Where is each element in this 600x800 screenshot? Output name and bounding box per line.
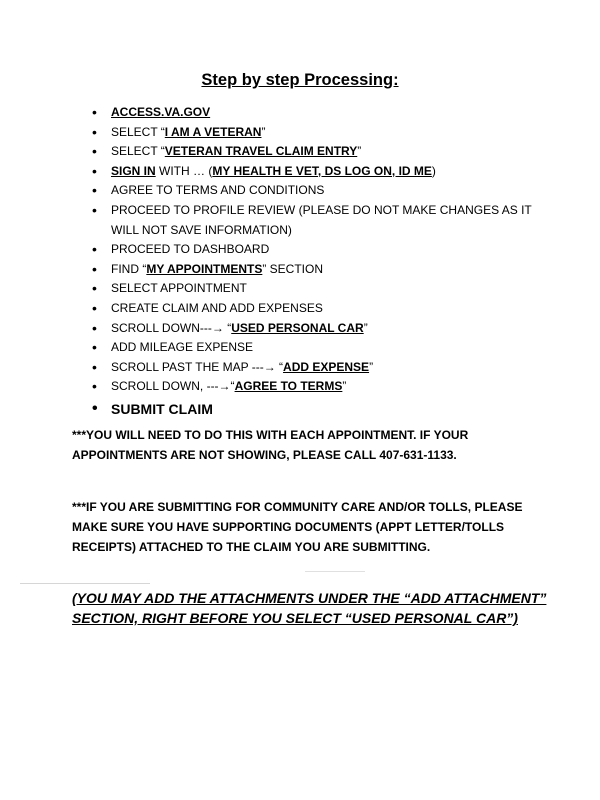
step-keyword: I AM A VETERAN: [164, 124, 262, 139]
step-item: [92, 319, 562, 339]
submit-claim-step: [92, 398, 562, 420]
step-text: ADD MILEAGE EXPENSE: [111, 340, 254, 355]
step-item: [92, 260, 562, 280]
step-keyword: ADD EXPENSE: [283, 359, 370, 374]
page-title: Step by step Processing:: [201, 71, 399, 89]
step-keyword: MY APPOINTMENTS: [146, 261, 263, 276]
step-text: PROCEED TO DASHBOARD: [111, 242, 270, 257]
steps-list: [92, 103, 562, 420]
step-item: [92, 299, 562, 319]
step-text: SELECT “: [111, 144, 165, 159]
step-text: ”: [357, 144, 362, 159]
step-item: [92, 279, 562, 299]
scan-smudge: [305, 571, 365, 572]
step-text: AGREE TO TERMS AND CONDITIONS: [111, 183, 325, 198]
appointment-note: ***YOU WILL NEED TO DO THIS WITH EACH APPOINTMENT. IF YOUR APPOINTMENTS ARE NOT SHOWING, PLEASE CALL 407-631-1133.: [72, 428, 469, 462]
step-item: [92, 338, 562, 358]
step-item: [92, 103, 562, 123]
community-care-note: ***IF YOU ARE SUBMITTING FOR COMMUNITY CARE AND/OR TOLLS, PLEASE MAKE SURE YOU HAVE SUPPORTING DOCUMENTS (APPT LETTER/TOLLS RECEIPTS) ATTACHED TO THE CLAIM YOU ARE SUBMITTING.: [72, 500, 523, 554]
step-item: [92, 142, 562, 162]
step-item: [92, 377, 562, 397]
step-text: SELECT APPOINTMENT: [111, 281, 247, 296]
step-keyword: AGREE TO TERMS: [234, 379, 343, 394]
step-keyword: VETERAN TRAVEL CLAIM ENTRY: [164, 144, 358, 159]
step-item: [92, 162, 562, 182]
step-keyword: ACCESS.VA.GOV: [111, 105, 211, 119]
step-keyword: MY HEALTH E VET, DS LOG ON, ID ME: [212, 163, 432, 178]
attachment-note: (YOU MAY ADD THE ATTACHMENTS UNDER THE “ADD ATTACHMENT” SECTION, RIGHT BEFORE YOU SELECT “USED PERSONAL CAR”): [72, 590, 547, 626]
step-text: ): [431, 163, 436, 178]
step-text: SELECT “: [111, 124, 165, 139]
step-text: ”: [261, 124, 266, 139]
submit-claim-label: SUBMIT CLAIM: [111, 400, 213, 417]
step-text: SCROLL PAST THE MAP ---→ “: [111, 359, 284, 374]
step-item: [92, 240, 562, 260]
step-item: [92, 358, 562, 378]
step-text: ”: [342, 379, 347, 394]
scan-smudge: [20, 583, 150, 584]
step-text: CREATE CLAIM AND ADD EXPENSES: [111, 300, 323, 315]
step-text: SCROLL DOWN---→ “: [111, 320, 232, 335]
step-keyword: USED PERSONAL CAR: [231, 320, 364, 335]
step-text: PROCEED TO PROFILE REVIEW (PLEASE DO NOT MAKE CHANGES AS IT WILL NOT SAVE INFORMATION): [111, 202, 532, 237]
step-item: [92, 123, 562, 143]
step-item: [92, 181, 562, 201]
step-text: WITH … (: [155, 163, 213, 178]
step-keyword: SIGN IN: [111, 163, 156, 178]
step-text: ”: [363, 320, 368, 335]
step-text: ” SECTION: [262, 261, 324, 276]
step-text: SCROLL DOWN, ---→“: [111, 379, 235, 394]
step-item: [92, 201, 562, 240]
step-text: ”: [369, 359, 374, 374]
step-text: FIND “: [111, 261, 147, 276]
